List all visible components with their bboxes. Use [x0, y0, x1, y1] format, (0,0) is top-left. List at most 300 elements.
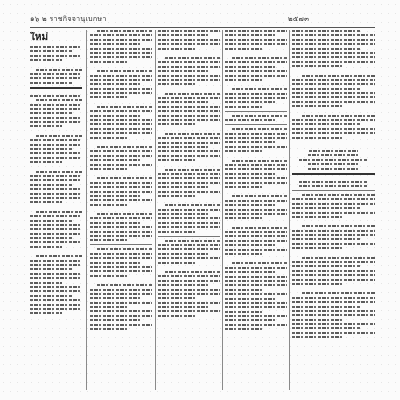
column-divider	[289, 30, 290, 390]
text-line	[225, 61, 287, 63]
text-line	[90, 186, 152, 188]
text-line	[158, 66, 220, 68]
text-line	[292, 105, 343, 107]
text-line	[30, 50, 73, 52]
text-line	[90, 262, 141, 264]
text-line	[30, 193, 82, 195]
text-line	[30, 215, 82, 217]
text-line	[158, 142, 220, 144]
text-line	[225, 280, 287, 282]
text-line	[90, 96, 128, 98]
text-line	[292, 336, 343, 338]
text-line	[30, 108, 82, 110]
text-line	[165, 93, 220, 95]
text-line	[90, 110, 152, 112]
text-line	[30, 277, 82, 279]
text-line	[90, 34, 152, 36]
text-line	[158, 262, 196, 264]
text-line	[292, 247, 343, 249]
text-line	[97, 177, 152, 179]
text-line	[299, 181, 367, 183]
text-line	[225, 182, 287, 184]
text-line	[225, 43, 287, 45]
section-rule	[292, 173, 375, 175]
text-line	[158, 302, 220, 304]
header-left-text: ๑๖ ๒ ราชกิจจานุเบกษา	[30, 15, 107, 23]
text-line	[90, 306, 128, 308]
text-line	[292, 306, 360, 308]
text-line	[158, 110, 220, 112]
text-line	[225, 311, 263, 313]
text-line	[292, 92, 375, 94]
text-line	[30, 148, 73, 150]
text-line	[225, 133, 287, 135]
text-line	[36, 211, 82, 213]
text-line	[302, 194, 375, 196]
text-line	[302, 115, 375, 117]
text-line	[232, 88, 287, 90]
text-line	[36, 171, 82, 173]
text-line	[158, 101, 209, 103]
text-line	[158, 297, 196, 299]
text-line	[225, 284, 287, 286]
text-line	[90, 293, 152, 295]
text-line	[90, 132, 152, 134]
text-line	[30, 59, 62, 61]
text-line	[90, 239, 128, 241]
section-rule	[30, 87, 82, 89]
text-line	[90, 235, 152, 237]
column-5	[292, 30, 375, 392]
text-line	[225, 173, 276, 175]
text-line	[97, 284, 152, 286]
text-line	[225, 240, 287, 242]
text-line	[90, 195, 141, 197]
text-line	[292, 265, 360, 267]
text-line	[158, 150, 220, 152]
text-line	[30, 304, 82, 306]
text-line	[30, 246, 62, 248]
text-line	[30, 220, 73, 222]
text-line	[232, 128, 287, 130]
text-line	[225, 137, 287, 139]
text-line	[292, 212, 375, 214]
text-line	[90, 302, 152, 304]
text-line	[30, 241, 82, 243]
text-line	[165, 240, 220, 242]
text-line	[90, 182, 152, 184]
text-line	[30, 82, 73, 84]
text-line	[225, 119, 276, 121]
text-line	[158, 182, 220, 184]
text-line	[30, 179, 82, 181]
text-line	[225, 271, 276, 273]
text-line	[225, 66, 276, 68]
text-line	[158, 191, 220, 193]
text-line	[158, 213, 209, 215]
text-line	[90, 155, 152, 157]
text-line	[302, 75, 375, 77]
text-line	[90, 75, 152, 77]
text-line	[90, 217, 152, 219]
text-line	[225, 164, 287, 166]
text-line	[90, 315, 152, 317]
text-line	[90, 83, 141, 85]
text-line	[90, 88, 152, 90]
text-line	[90, 191, 152, 193]
column-divider	[222, 30, 223, 390]
text-line	[158, 83, 196, 85]
text-line	[225, 97, 287, 99]
text-line	[30, 295, 73, 297]
text-line	[30, 290, 82, 292]
text-line	[90, 79, 152, 81]
text-line	[30, 157, 82, 159]
text-line	[90, 289, 152, 291]
text-line	[30, 188, 82, 190]
text-line	[292, 203, 375, 205]
text-line	[292, 283, 343, 285]
text-line	[30, 55, 82, 57]
text-line	[36, 69, 82, 71]
text-line	[292, 137, 343, 139]
text-line	[299, 185, 367, 187]
text-line	[30, 286, 82, 288]
text-line	[30, 260, 82, 262]
text-line	[158, 209, 220, 211]
text-line	[309, 150, 359, 152]
text-line	[30, 77, 82, 79]
text-line	[292, 314, 375, 316]
text-line	[30, 104, 82, 106]
text-line	[30, 95, 82, 97]
text-line	[308, 163, 359, 165]
text-line	[158, 146, 209, 148]
text-line	[308, 154, 359, 156]
text-line	[158, 244, 220, 246]
text-line	[90, 115, 141, 117]
text-line	[292, 323, 375, 325]
text-line	[30, 273, 82, 275]
text-line	[97, 106, 152, 108]
text-line	[225, 244, 276, 246]
text-line	[165, 133, 220, 135]
text-line	[225, 319, 276, 321]
text-line	[225, 30, 287, 32]
text-line	[90, 164, 152, 166]
text-line	[292, 234, 375, 236]
text-line	[292, 319, 343, 321]
text-line	[90, 275, 128, 277]
text-line	[158, 177, 220, 179]
text-line	[158, 257, 220, 259]
text-line	[158, 30, 220, 32]
text-line	[90, 253, 152, 255]
text-line	[158, 222, 220, 224]
text-line	[158, 106, 220, 108]
text-line	[225, 150, 263, 152]
text-line	[292, 332, 375, 334]
text-line	[225, 209, 287, 211]
text-line	[292, 297, 375, 299]
text-line	[292, 274, 375, 276]
text-line	[225, 324, 287, 326]
text-line	[90, 204, 128, 206]
text-line	[232, 227, 287, 229]
text-line	[292, 119, 375, 121]
text-line	[36, 255, 82, 257]
section-rule	[90, 244, 152, 245]
text-line	[158, 115, 220, 117]
text-line	[30, 46, 82, 48]
section-rule	[225, 124, 287, 125]
text-line	[90, 199, 152, 201]
text-line	[158, 195, 196, 197]
text-line	[30, 144, 82, 146]
text-line	[30, 237, 73, 239]
text-line	[90, 119, 152, 121]
text-line	[30, 299, 82, 301]
text-line	[232, 262, 287, 264]
text-line	[232, 57, 287, 59]
text-line	[30, 308, 82, 310]
text-line	[292, 301, 375, 303]
text-line	[30, 175, 82, 177]
text-line	[158, 75, 220, 77]
text-line	[225, 168, 287, 170]
text-line	[90, 266, 152, 268]
text-line	[30, 228, 82, 230]
text-line	[292, 270, 375, 272]
text-line	[30, 268, 73, 270]
text-line	[225, 249, 287, 251]
text-line	[30, 312, 62, 314]
text-line	[90, 324, 152, 326]
text-line	[225, 79, 263, 81]
text-line	[97, 146, 152, 148]
text-line	[292, 132, 375, 134]
text-line	[90, 226, 152, 228]
text-line	[302, 225, 375, 227]
text-line	[158, 119, 220, 121]
text-line	[158, 306, 209, 308]
text-line	[90, 231, 152, 233]
text-line	[158, 186, 209, 188]
text-line	[158, 310, 220, 312]
text-line	[225, 276, 287, 278]
text-line	[90, 52, 152, 54]
text-line	[225, 75, 287, 77]
text-line	[30, 139, 82, 141]
text-line	[292, 101, 375, 103]
text-line	[225, 235, 287, 237]
text-line	[292, 39, 375, 41]
text-line	[225, 315, 287, 317]
text-line	[158, 34, 209, 36]
text-line	[225, 217, 263, 219]
text-line	[292, 207, 360, 209]
text-line	[158, 159, 196, 161]
text-line	[97, 30, 152, 32]
text-line	[292, 88, 360, 90]
text-line	[232, 115, 287, 117]
text-line	[158, 217, 220, 219]
text-line	[158, 70, 209, 72]
text-line	[158, 293, 220, 295]
text-line	[158, 280, 220, 282]
text-line	[97, 213, 152, 215]
text-line	[158, 123, 196, 125]
text-line	[158, 173, 220, 175]
column-4	[225, 30, 287, 392]
text-line	[90, 297, 141, 299]
text-line	[36, 135, 82, 137]
column-1-heading: ใหม่	[30, 32, 49, 43]
text-line	[225, 293, 287, 295]
text-line	[225, 213, 287, 215]
text-line	[158, 226, 220, 228]
text-line	[90, 61, 128, 63]
text-line	[158, 231, 196, 233]
text-line	[158, 275, 220, 277]
column-2	[90, 30, 152, 392]
text-line	[97, 248, 152, 250]
text-line	[302, 257, 375, 259]
text-line	[165, 169, 220, 171]
text-line	[225, 231, 287, 233]
text-line	[225, 328, 263, 330]
text-line	[299, 159, 367, 161]
text-line	[225, 70, 287, 72]
text-line	[158, 289, 220, 291]
text-line	[30, 233, 82, 235]
text-line	[30, 117, 82, 119]
text-line	[36, 99, 82, 101]
text-line	[292, 310, 375, 312]
text-line	[90, 270, 152, 272]
text-line	[90, 43, 141, 45]
text-line	[90, 159, 141, 161]
text-line	[90, 128, 152, 130]
text-line	[30, 264, 82, 266]
text-line	[292, 238, 360, 240]
text-line	[90, 328, 128, 330]
text-line	[158, 284, 209, 286]
text-line	[165, 271, 220, 273]
text-line	[292, 61, 375, 63]
section-rule	[225, 111, 287, 112]
text-line	[90, 222, 141, 224]
text-line	[158, 155, 220, 157]
text-line	[158, 248, 220, 250]
text-line	[158, 97, 220, 99]
text-line	[97, 70, 152, 72]
text-line	[165, 204, 220, 206]
text-line	[225, 39, 287, 41]
text-line	[292, 43, 375, 45]
text-line	[225, 177, 287, 179]
text-line	[225, 101, 276, 103]
text-line	[30, 282, 62, 284]
text-line	[225, 289, 263, 291]
text-line	[292, 56, 375, 58]
text-line	[30, 224, 82, 226]
text-line	[225, 186, 263, 188]
text-line	[30, 121, 82, 123]
page-header	[0, 0, 400, 28]
text-line	[90, 92, 152, 94]
text-line	[292, 79, 375, 81]
text-line	[30, 125, 62, 127]
text-line	[90, 150, 152, 152]
text-line	[308, 168, 359, 170]
text-line	[292, 83, 375, 85]
text-line	[225, 302, 287, 304]
text-line	[302, 292, 375, 294]
column-divider	[155, 30, 156, 390]
text-line	[232, 160, 287, 162]
text-line	[225, 146, 287, 148]
text-line	[225, 34, 276, 36]
text-line	[90, 39, 152, 41]
text-line	[225, 253, 263, 255]
text-line	[292, 261, 375, 263]
text-line	[292, 96, 375, 98]
text-line	[30, 152, 82, 154]
text-line	[30, 112, 73, 114]
text-line	[30, 201, 62, 203]
column-divider	[86, 30, 87, 390]
text-line	[90, 123, 152, 125]
text-line	[292, 128, 375, 130]
text-line	[292, 230, 375, 232]
text-line	[158, 315, 196, 317]
text-line	[158, 43, 220, 45]
text-line	[225, 298, 276, 300]
header-right-text: ๒๕๗๓	[288, 15, 310, 23]
text-line	[225, 204, 276, 206]
text-line	[292, 243, 375, 245]
text-line	[225, 200, 287, 202]
text-line	[30, 184, 73, 186]
text-line	[292, 34, 375, 36]
text-line	[158, 39, 220, 41]
text-line	[225, 141, 276, 143]
text-line	[292, 279, 375, 281]
section-rule	[292, 190, 375, 191]
text-line	[225, 267, 287, 269]
text-line	[232, 195, 287, 197]
text-line	[90, 257, 152, 259]
text-line	[90, 310, 152, 312]
text-line	[158, 48, 196, 50]
section-rule	[158, 236, 220, 237]
text-line	[225, 93, 287, 95]
text-line	[225, 48, 263, 50]
text-line	[158, 137, 220, 139]
text-line	[158, 253, 209, 255]
text-line	[90, 56, 152, 58]
text-line	[158, 79, 220, 81]
text-line	[292, 123, 360, 125]
text-line	[90, 319, 141, 321]
column-1	[30, 30, 82, 392]
column-3	[158, 30, 220, 392]
text-line	[292, 198, 375, 200]
text-line	[90, 137, 128, 139]
text-line	[30, 197, 82, 199]
text-line	[225, 106, 263, 108]
